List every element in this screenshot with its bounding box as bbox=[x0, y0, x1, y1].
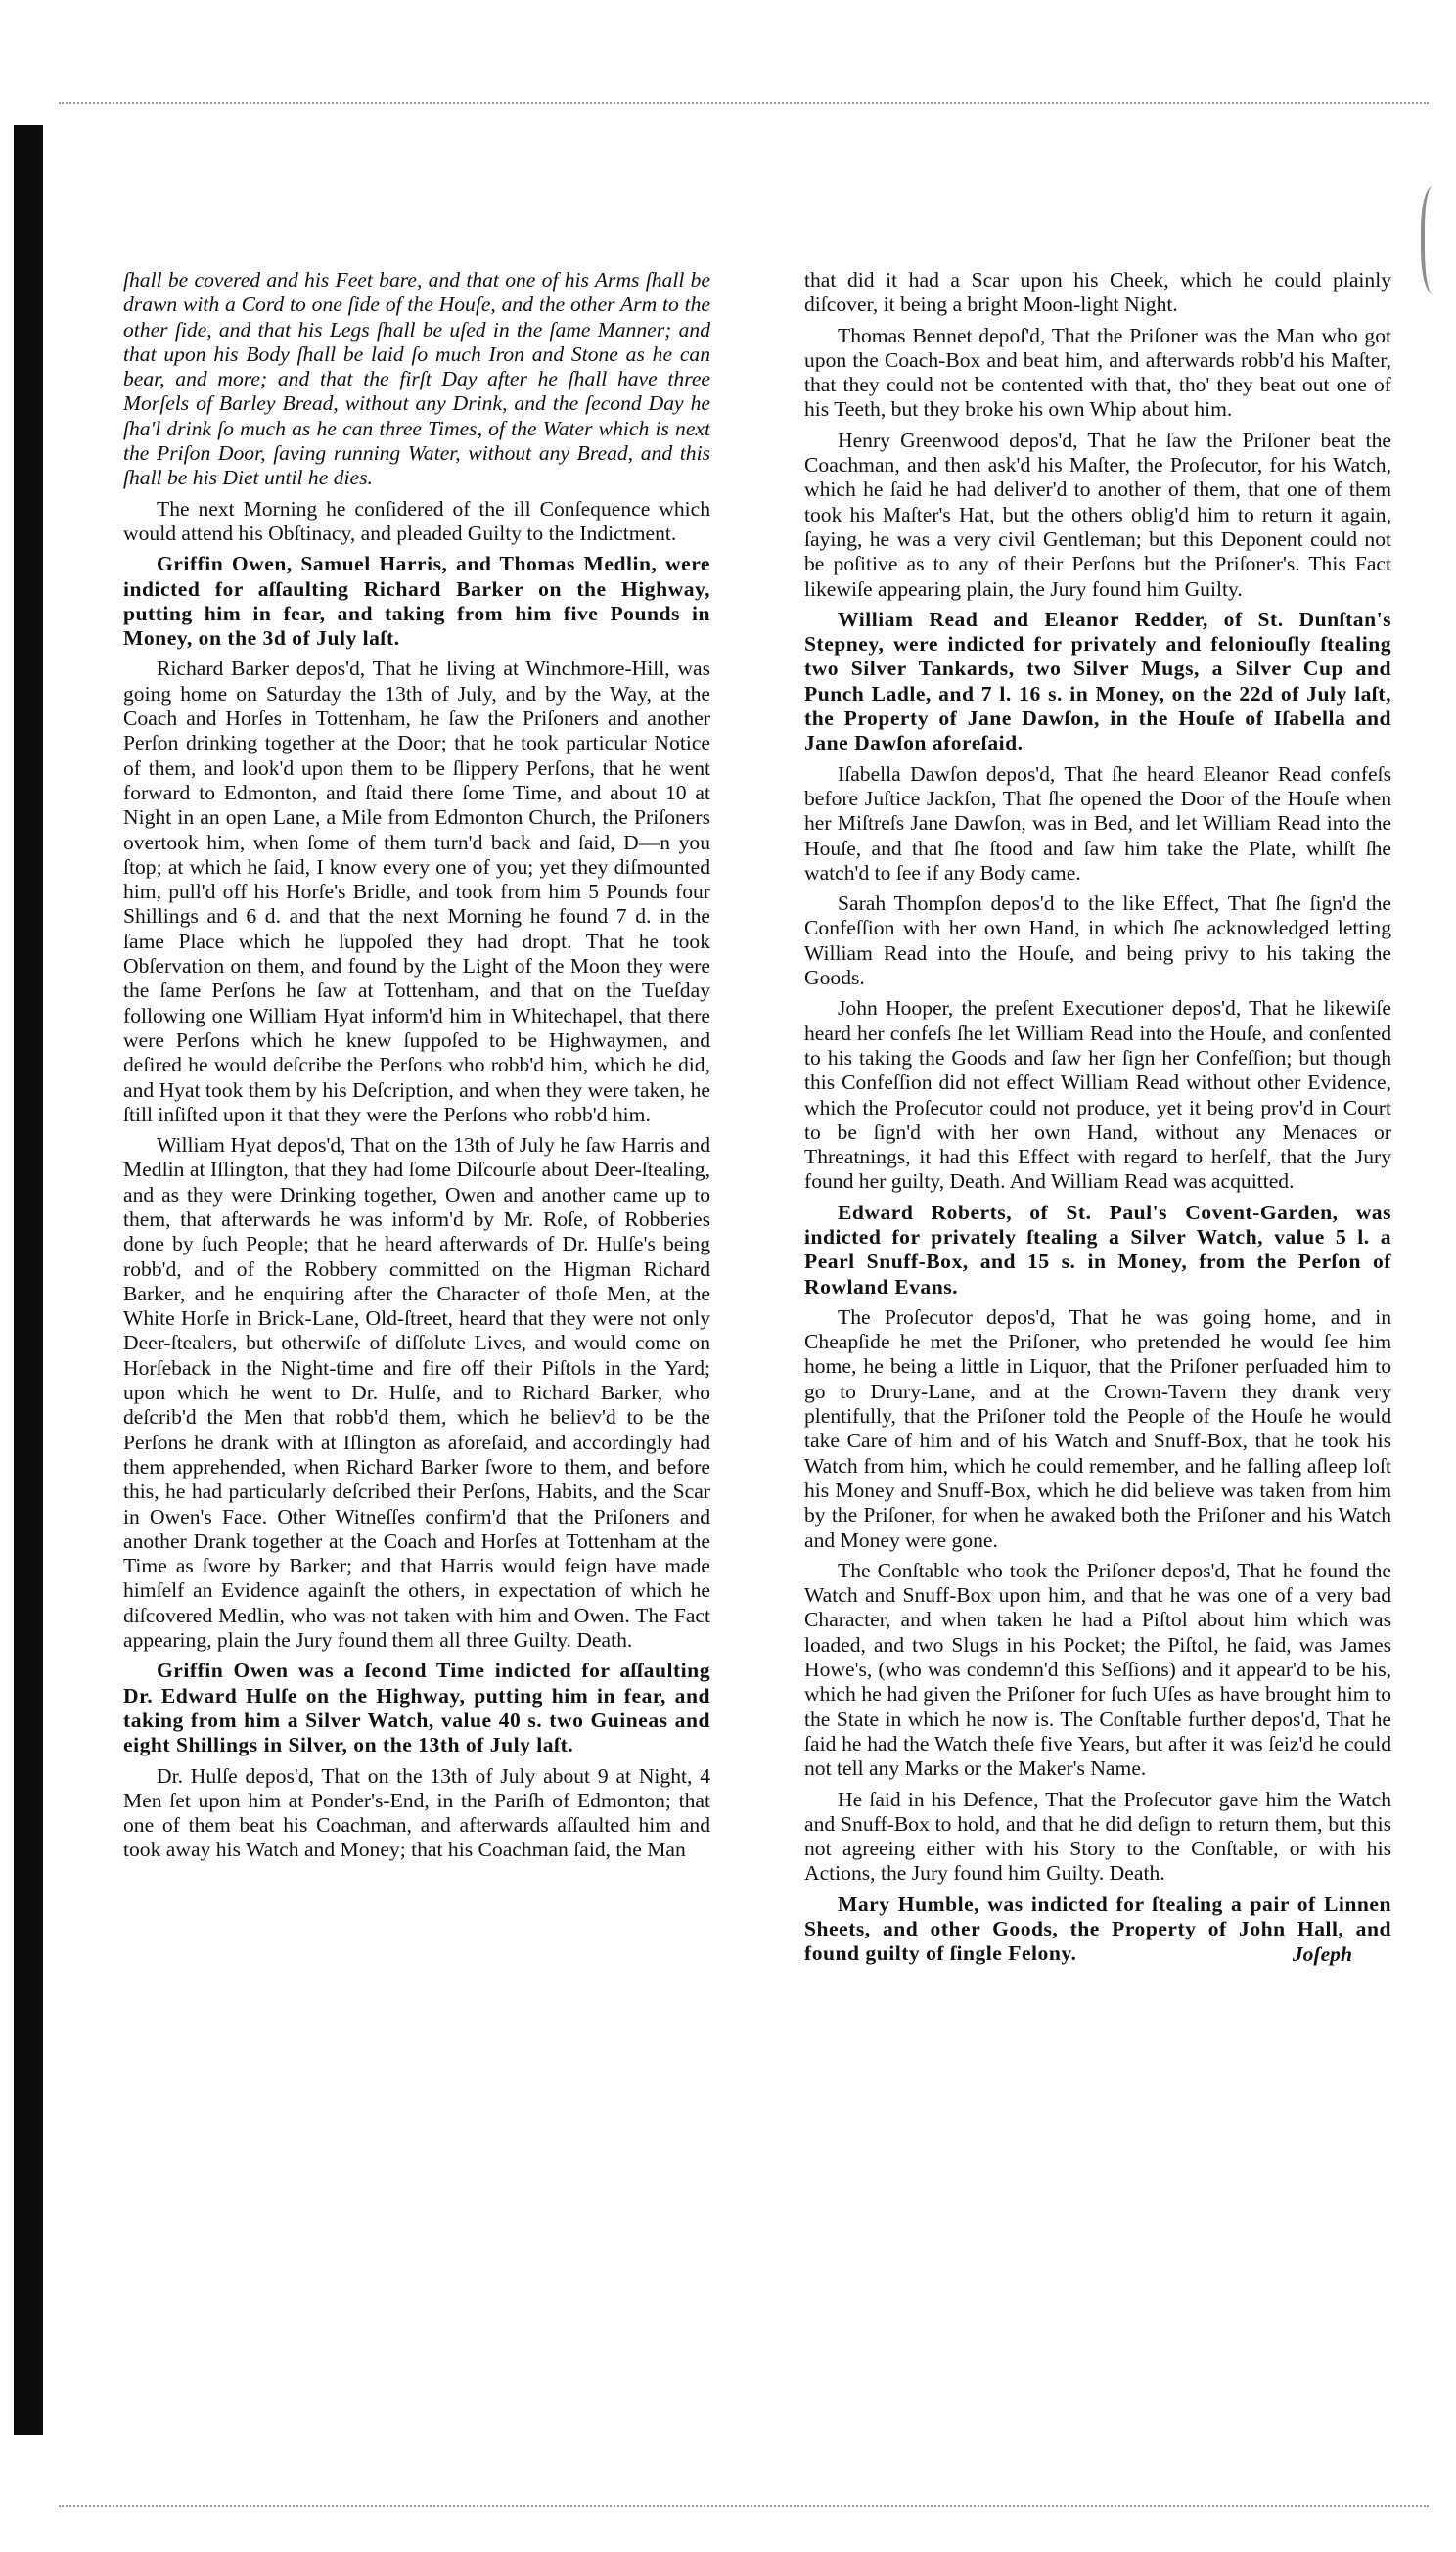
paragraph: The Conſtable who took the Priſoner depos'd, That he found the Watch and Snuff-Box upon him, and that he was one of a very bad Character, and when taken he had a Piſtol about him which was loaded, and two Slugs in his Pocket; the Piſtol, he ſaid, was James Howe's, (who was condemn'd this Seſſions) and it appear'd to be his, which he had given the Priſoner for ſuch Uſes as have brought him to the State in which he now is. The Conſtable further depos'd, That he ſaid he had the Watch theſe five Years, but after it was ſeiz'd he could not tell any Marks or the Maker's Name. bbox=[804, 1558, 1391, 1781]
paragraph-indictment: Griffin Owen was a ſecond Time indicted for aſſaulting Dr. Edward Hulſe on the Highway, putting him in fear, and taking from him a Silver Watch, value 40 s. two Guineas and eight Shillings in Silver, on the 13th of July laſt. bbox=[123, 1659, 710, 1757]
paragraph: The Proſecutor depos'd, That he was going home, and in Cheapſide he met the Priſoner, who pretended he would ſee him home, he being a little in Liquor, that the Priſoner perſuaded him to go to Drury-Lane, and at the Crown-Tavern they drank very plentifully, that the Priſoner told the People of the Houſe he would take Care of him and of his Watch and Snuff-Box, that he took his Watch from him, which he could remember, and he falling aſleep loſt his Money and Snuff-Box, which he did believe was taken from him by the Priſoner, for when he awaked both the Priſoner and his Watch and Money were gone. bbox=[804, 1304, 1391, 1552]
paragraph: He ſaid in his Defence, That the Proſecutor gave him the Watch and Snuff-Box to hold, and that he did deſign to return them, but this not agreeing either with his Story to the Conſtable, or with his Actions, the Jury found him Guilty. Death. bbox=[804, 1787, 1391, 1886]
page-edge-mark bbox=[1421, 186, 1450, 294]
right-column bbox=[804, 268, 1391, 2489]
paragraph: John Hooper, the preſent Executioner depos'd, That he likewiſe heard her confeſs ſhe let William Read into the Houſe, and conſented to his taking the Goods and ſaw her ſign her Confeſſion; but though this Confeſſion did not effect William Read without other Evidence, which the Proſecutor could not produce, yet it being prov'd in Court to be ſign'd with her own Hand, without any Menaces or Threatnings, it had this Effect with regard to herſelf, that the Jury found her guilty, Death. And William Read was acquitted. bbox=[804, 996, 1391, 1194]
paragraph: Henry Greenwood depos'd, That he ſaw the Priſoner beat the Coachman, and then ask'd his Maſter, the Proſecutor, for his Watch, which he ſaid he had deliver'd to another of them, that one of them took his Maſter's Hat, but the others oblig'd him to return it again, ſaying, he was a very civil Gentleman; but this Deponent could not be poſitive as to any of their Perſons but the Priſoner's. This Fact likewiſe appearing plain, the Jury found him Guilty. bbox=[804, 428, 1391, 601]
text-columns bbox=[123, 268, 1391, 2489]
paragraph-indictment: Griffin Owen, Samuel Harris, and Thomas Medlin, were indicted for aſſaulting Richard Barker on the Highway, putting him in fear, and taking from him five Pounds in Money, on the 3d of July laſt. bbox=[123, 552, 710, 651]
paragraph: Iſabella Dawſon depos'd, That ſhe heard Eleanor Read confeſs before Juſtice Jackſon, That ſhe opened the Door of the Houſe when her Miſtreſs Jane Dawſon, was in Bed, and let William Read into the Houſe, and that ſhe ſtood and ſaw him take the Plate, whilſt ſhe watch'd to ſee if any Body came. bbox=[804, 761, 1391, 885]
paragraph: Thomas Bennet depoſ'd, That the Priſoner was the Man who got upon the Coach-Box and beat him, and afterwards robb'd his Maſter, that they could not be contented with that, tho' they beat out one of his Teeth, but they broke his own Whip about him. bbox=[804, 323, 1391, 422]
catchword: Joſeph bbox=[1292, 1941, 1352, 1966]
paragraph-indictment: William Read and Eleanor Redder, of St. Dunſtan's Stepney, were indicted for privately and feloniouſly ſtealing two Silver Tankards, two Silver Mugs, a Silver Cup and Punch Ladle, and 7 l. 16 s. in Money, on the 22d of July laſt, the Property of Jane Dawſon, in the Houſe of Iſabella and Jane Dawſon aforeſaid. bbox=[804, 607, 1391, 755]
paragraph: The next Morning he conſidered of the ill Conſequence which would attend his Obſtinacy, and pleaded Guilty to the Indictment. bbox=[123, 496, 710, 545]
scan-artifact-bottom bbox=[59, 2505, 1429, 2507]
paragraph: Dr. Hulſe depos'd, That on the 13th of July about 9 at Night, 4 Men ſet upon him at Ponder's-End, in the Pariſh of Edmonton; that one of them beat his Coachman, and afterwards aſſaulted him and took away his Watch and Money; that his Coachman ſaid, the Man bbox=[123, 1763, 710, 1862]
paragraph: Sarah Thompſon depos'd to the like Effect, That ſhe ſign'd the Confeſſion with her own Hand, in which ſhe acknowledged letting William Read into the Houſe, and being privy to his taking the Goods. bbox=[804, 891, 1391, 990]
paragraph-indictment: Edward Roberts, of St. Paul's Covent-Garden, was indicted for privately ſtealing a Silver Watch, value 5 l. a Pearl Snuff-Box, and 15 s. in Money, from the Perſon of Rowland Evans. bbox=[804, 1200, 1391, 1299]
binding-edge bbox=[14, 125, 43, 2435]
left-column bbox=[123, 268, 710, 2489]
paragraph: that did it had a Scar upon his Cheek, which he could plainly diſcover, it being a bright Moon-light Night. bbox=[804, 268, 1391, 317]
scan-artifact-top bbox=[59, 102, 1429, 104]
paragraph: William Hyat depos'd, That on the 13th of July he ſaw Harris and Medlin at Iſlington, that they had ſome Diſcourſe about Deer-ſtealing, and as they were Drinking together, Owen and another came up to them, that afterwards he was inform'd by Mr. Roſe, of Robberies done by ſuch People; that he heard afterwards of Dr. Hulſe's being robb'd, and of the Robbery committed on the Higman Richard Barker, and he enquiring after the Character of thoſe Men, at the White Horſe in Brick-Lane, Old-ſtreet, heard that they were not only Deer-ſtealers, but otherwiſe of diſſolute Lives, and would come on Horſeback in the Night-time and fire off their Piſtols in the Yard; upon which he went to Dr. Hulſe, and to Richard Barker, who deſcrib'd the Men that robb'd them, which he believ'd to be the Perſons he drank with at Iſlington as aforeſaid, and accordingly had them apprehended, when Richard Barker ſwore to them, and before this, he had particularly deſcribed their Perſons, Habits, and the Scar in Owen's Face. Other Witneſſes confirm'd that the Priſoners and another Drank together at the Coach and Horſes at Tottenham at the Time as ſwore by Barker; and that Harris would feign have made himſelf an Evidence againſt the others, in expectation of which he diſcovered Medlin, who was not taken with him and Owen. The Fact appearing, plain the Jury found them all three Guilty. Death. bbox=[123, 1133, 710, 1653]
paragraph: ſhall be covered and his Feet bare, and that one of his Arms ſhall be drawn with a Cord to one ſide of the Houſe, and the other Arm to the other ſide, and that his Legs ſhall be uſed in the ſame Manner; and that upon his Body ſhall be laid ſo much Iron and Stone as he can bear, and more; and that the firſt Day after he ſhall have three Morſels of Barley Bread, without any Drink, and the ſecond Day he ſha'l drink ſo much as he can three Times, of the Water which is next the Priſon Door, ſaving running Water, without any Bread, and this ſhall be his Diet until he dies. bbox=[123, 268, 710, 490]
paragraph-indictment: Mary Humble, was indicted for ſtealing a pair of Linnen Sheets, and other Goods, the Property of John Hall, and found guilty of ſingle Felony. bbox=[804, 1891, 1391, 1966]
paragraph: Richard Barker depos'd, That he living at Winchmore-Hill, was going home on Saturday the 13th of July, and by the Way, at the Coach and Horſes in Tottenham, he ſaw the Priſoners and another Perſon drinking together at the Door; that he took particular Notice of them, and look'd upon them to be ſlippery Perſons, that he went forward to Edmonton, and ſtaid there ſome Time, and about 10 at Night in an open Lane, a Mile from Edmonton Church, the Priſoners overtook him, when ſome of them turn'd back and ſaid, D—n you ſtop; at which he ſaid, I know every one of you; yet they diſmounted him, pull'd off his Horſe's Bridle, and took from him 5 Pounds four Shillings and 6 d. and that the next Morning he found 7 d. in the ſame Place which he ſuppoſed they had dropt. That he took Obſervation on them, and found by the Light of the Moon they were the ſame Perſons he ſaw at Tottenham, and that on the Tueſday following one William Hyat inform'd him in Whitechapel, that there were Perſons which he knew ſuppoſed to be Highwaymen, and deſired he would deſcribe the Perſons who robb'd him, which he did, and Hyat took them by his Deſcription, and when they were taken, he ſtill inſiſted upon it that they were the Perſons who robb'd him. bbox=[123, 657, 710, 1126]
